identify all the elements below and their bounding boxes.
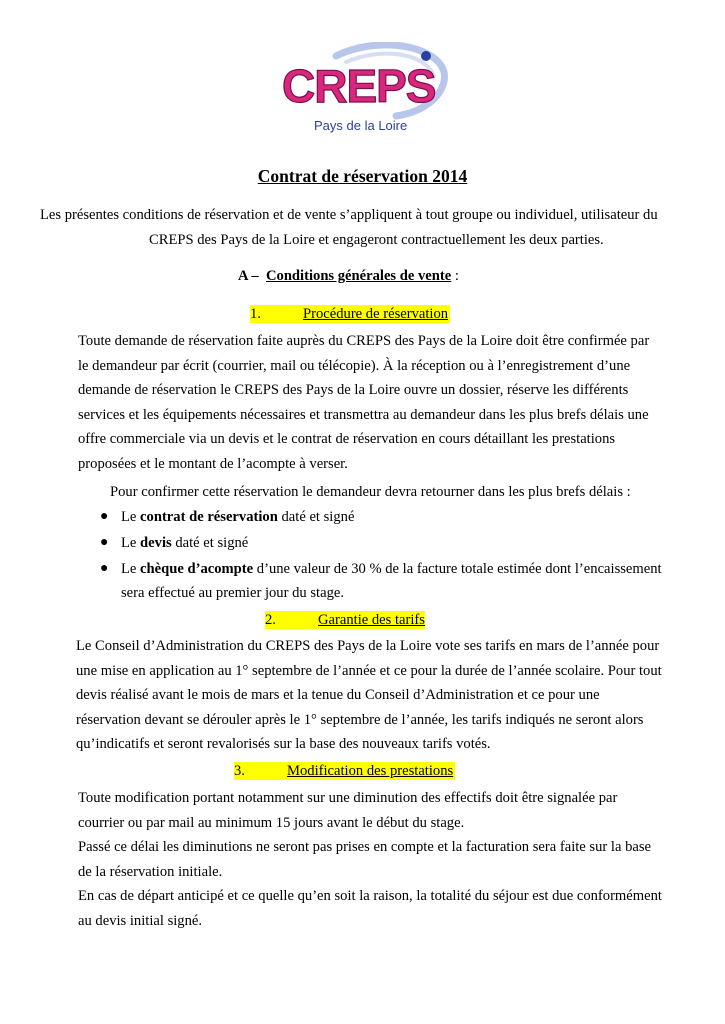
body-line: de la réservation initiale. xyxy=(78,863,223,880)
bullet-bold-text: devis xyxy=(140,535,172,551)
section-a-heading xyxy=(238,268,459,285)
body-line: le demandeur par écrit (courrier, mail ou télécopie). À la réception ou à l’enregistrement d’une xyxy=(78,357,631,374)
body-line: services et les équipements nécessaires et transmettra au demandeur dans les plus brefs délais une xyxy=(78,406,649,423)
confirm-line: Pour confirmer cette réservation le demandeur devra retourner dans les plus brefs délais : xyxy=(110,484,631,500)
subsection-2-body xyxy=(76,634,676,757)
section-a-suffix: : xyxy=(451,268,459,284)
bullet-continuation: sera effectué au premier jour du stage. xyxy=(121,585,344,601)
intro-line-2: CREPS des Pays de la Loire et engageront contractuellement les deux parties. xyxy=(149,232,604,248)
bullet-item xyxy=(100,531,700,555)
body-line: réservation devant se dérouler après le 1° septembre de l’année, les tarifs indiqués ne seront alors xyxy=(76,711,644,728)
subsection-3-number: 3. xyxy=(234,763,245,779)
body-line: proposées et le montant de l’acompte à verser. xyxy=(78,455,348,472)
document-title: Contrat de réservation 2014 xyxy=(257,166,468,186)
creps-logo-graphic xyxy=(276,42,448,136)
subsection-1-number: 1. xyxy=(250,306,261,322)
subsection-1-heading xyxy=(250,305,450,323)
bullet-text: d’une valeur de 30 % de la facture totale estimée dont l’encaissement xyxy=(253,561,662,577)
section-a-prefix: A – xyxy=(238,268,259,284)
bullet-text: Le xyxy=(121,561,141,577)
bullet-text: Le xyxy=(121,535,141,551)
intro-line-1: Les présentes conditions de réservation et de vente s’appliquent à tout groupe ou individuel, utilisateur du xyxy=(40,207,658,223)
subsection-2-heading xyxy=(265,611,425,629)
body-line: demande de réservation le CREPS des Pays de la Loire ouvre un dossier, réserve les différents xyxy=(78,382,629,398)
body-line: courrier ou par mail au minimum 15 jours avant le début du stage. xyxy=(78,814,465,831)
bullet-dot-icon: ● xyxy=(100,509,109,524)
body-line: En cas de départ anticipé et ce quelle qu’en soit la raison, la totalité du séjour est due conformément xyxy=(78,888,662,904)
subsection-3-title: Modification des prestations xyxy=(287,763,454,779)
subsection-1-body xyxy=(78,329,678,476)
bullet-dot-icon: ● xyxy=(100,561,109,576)
body-line: Toute modification portant notamment sur une diminution des effectifs doit être signalée par xyxy=(78,790,618,806)
body-line: Passé ce délai les diminutions ne seront pas prises en compte et la facturation sera faite sur la base xyxy=(78,839,652,855)
bullet-text: Le xyxy=(121,509,141,525)
bullet-item xyxy=(100,505,700,529)
subsection-3-body xyxy=(78,786,678,933)
bullet-item xyxy=(100,557,700,605)
bullet-dot-icon: ● xyxy=(100,535,109,550)
bullet-text: daté et signé xyxy=(171,535,249,551)
subsection-2-number: 2. xyxy=(265,612,276,628)
body-line: Le Conseil d’Administration du CREPS des Pays de la Loire vote ses tarifs en mars de l’année pour xyxy=(76,638,660,654)
bullet-bold-text: contrat de réservation xyxy=(140,509,278,525)
body-line: qu’indicatifs et seront revalorisés sur la base des nouveaux tarifs votés. xyxy=(76,736,491,752)
section-a-label: Conditions générales de vente xyxy=(265,268,452,284)
subsection-3-heading xyxy=(234,762,455,780)
bullet-text: daté et signé xyxy=(277,509,355,525)
body-line: une mise en application au 1° septembre de l’année et ce pour la durée de l’année scolaire. Pour tout xyxy=(76,662,662,679)
svg-text:Pays de la Loire: Pays de la Loire xyxy=(314,118,408,133)
body-line: devis réalisé avant le mois de mars et la tenue du Conseil d’Administration et ce pour une xyxy=(76,687,600,703)
body-line: Toute demande de réservation faite auprès du CREPS des Pays de la Loire doit être confirmée par xyxy=(78,333,650,349)
subsection-2-title: Garantie des tarifs xyxy=(318,612,425,628)
svg-text:CREPS: CREPS xyxy=(282,60,436,112)
body-line: offre commerciale via un devis et le contrat de réservation en cours détaillant les prestations xyxy=(78,431,616,447)
creps-logo xyxy=(276,42,448,136)
subsection-1-title: Procédure de réservation xyxy=(303,306,449,322)
body-line: au devis initial signé. xyxy=(78,912,203,929)
bullet-bold-text: chèque d’acompte xyxy=(140,561,254,577)
